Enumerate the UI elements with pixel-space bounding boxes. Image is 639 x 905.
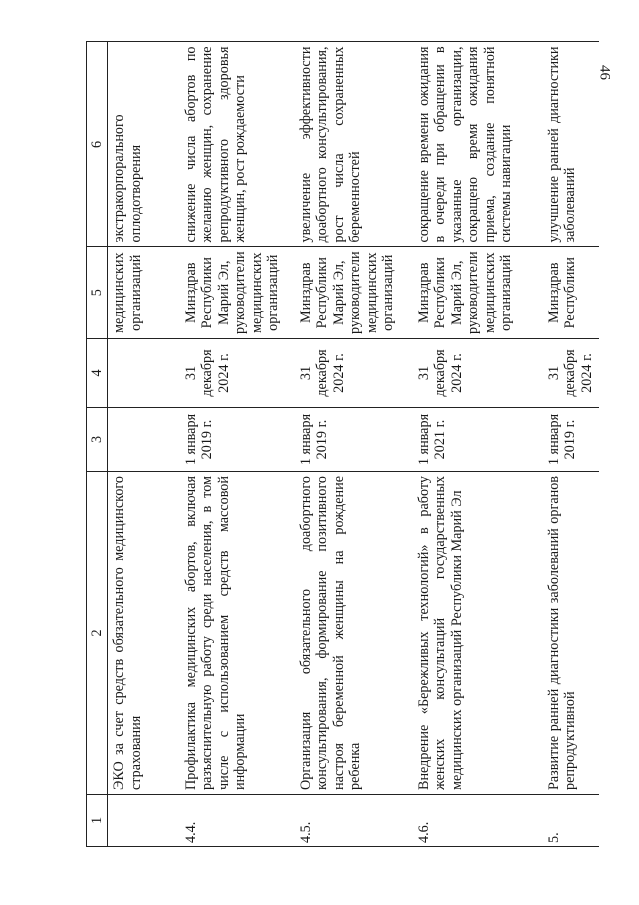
page-number: 46 — [596, 65, 613, 80]
column-header: 1 — [87, 795, 108, 847]
row-number: 5. — [543, 795, 599, 847]
start-date: 1 января 2021 г. — [413, 408, 543, 472]
measure-name: Развитие ранней диагностики заболеваний органов репродуктивной — [543, 472, 599, 795]
start-date: 1 января 2019 г. — [180, 408, 295, 472]
responsible: Минздрав Республики Марий Эл, руководители медицинских организаций — [413, 247, 543, 339]
start-date: 1 января 2019 г. — [543, 408, 599, 472]
start-date: 1 января 2019 г. — [295, 408, 413, 472]
responsible: Минздрав Республики Марий Эл, руководители медицинских организаций — [295, 247, 413, 339]
end-date: 31 декабря 2024 г. — [543, 339, 599, 408]
column-header: 4 — [87, 339, 108, 408]
end-date: 31 декабря 2024 г. — [413, 339, 543, 408]
expected-result: улучшение ранней диагностики заболеваний — [543, 42, 599, 247]
column-header: 2 — [87, 472, 108, 795]
row-number: 4.4. — [180, 795, 295, 847]
column-header: 3 — [87, 408, 108, 472]
responsible: медицинских организаций — [108, 247, 180, 339]
measure-name: ЭКО за счет средств обязательного медицинского страхования — [108, 472, 180, 795]
row-number: 4.6. — [413, 795, 543, 847]
measure-name: Внедрение «Бережливых технологий» в работу женских консультаций государственных медицинских организаций Республики Марий Эл — [413, 472, 543, 795]
table-header-row — [87, 42, 108, 847]
end-date: 31 декабря 2024 г. — [295, 339, 413, 408]
column-header: 6 — [87, 42, 108, 247]
measure-name: Профилактика медицинских абортов, включая разъяснительную работу среди населения, в том числе с использованием средств массовой информации — [180, 472, 295, 795]
expected-result: сокращение времени ожидания в очереди при обращении в указанные организации, сокращено время ожидания приема, создание понятной системы навигации — [413, 42, 543, 247]
responsible: Минздрав Республики Марий Эл, руководители медицинских организаций — [180, 247, 295, 339]
end-date — [108, 339, 180, 408]
responsible: Минздрав Республики — [543, 247, 599, 339]
table-row — [413, 42, 543, 847]
expected-result: увеличение эффективности доабортного консультирования, рост числа сохраненных беременностей — [295, 42, 413, 247]
end-date: 31 декабря 2024 г. — [180, 339, 295, 408]
table-row — [295, 42, 413, 847]
table-row — [108, 42, 180, 847]
plan-table — [86, 41, 599, 847]
row-number — [108, 795, 180, 847]
expected-result: экстракорпорального оплодотворения — [108, 42, 180, 247]
row-number: 4.5. — [295, 795, 413, 847]
column-header: 5 — [87, 247, 108, 339]
table-row — [543, 42, 599, 847]
table-row — [180, 42, 295, 847]
start-date — [108, 408, 180, 472]
measure-name: Организация обязательного доабортного консультирования, формирование позитивного настроя беременной женщины на рождение ребенка — [295, 472, 413, 795]
expected-result: снижение числа абортов по желанию женщин, сохранение репродуктивного здоровья женщин, рост рождаемости — [180, 42, 295, 247]
